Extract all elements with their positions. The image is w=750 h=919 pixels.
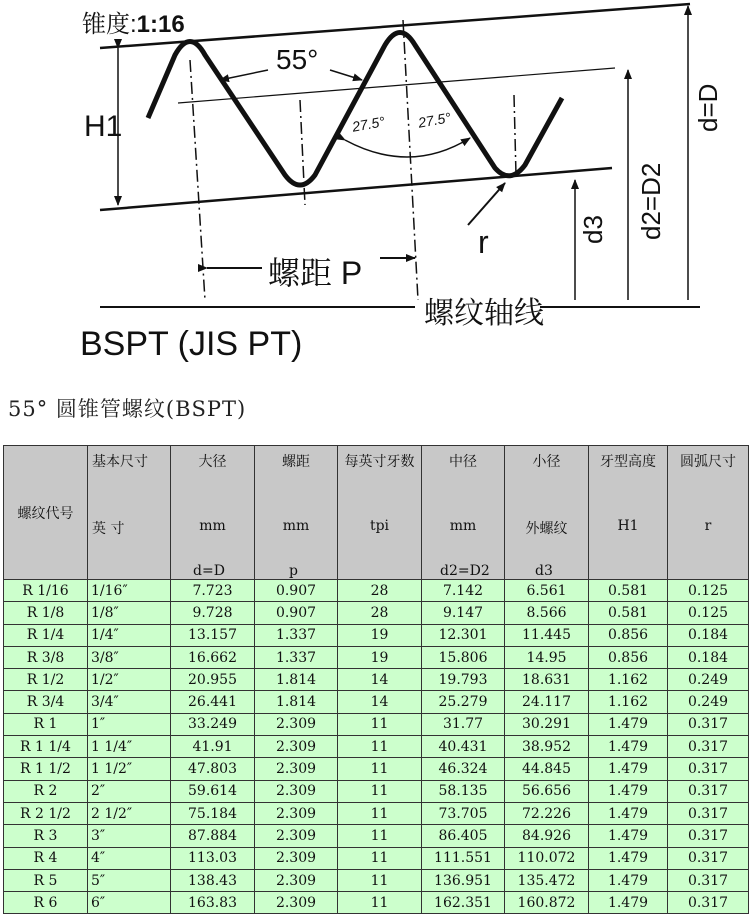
header-thread-height <box>589 446 668 580</box>
header-unit: mm <box>199 518 226 534</box>
cell-pitch-diameter: 46.324 <box>422 758 505 780</box>
angle-55-label: 55° <box>276 44 319 75</box>
cell-tpi: 11 <box>338 825 422 847</box>
cell-pitch-diameter: 9.147 <box>422 602 505 624</box>
header-radius <box>668 446 749 580</box>
cell-nominal-size: 1/4″ <box>88 624 171 646</box>
cell-major-diameter: 33.249 <box>171 713 255 735</box>
header-symbol: d2=D2 <box>440 563 490 579</box>
table-row <box>4 669 749 691</box>
cell-nominal-size: 5″ <box>88 869 171 891</box>
cell-minor-diameter: 44.845 <box>505 758 589 780</box>
cell-pitch-diameter: 136.951 <box>422 869 505 891</box>
cell-major-diameter: 20.955 <box>171 669 255 691</box>
cell-thread-height: 1.479 <box>589 847 668 869</box>
angle-left-label: 27.5° <box>350 113 386 135</box>
cell-thread-code: R 1/16 <box>4 580 88 602</box>
cell-major-diameter: 9.728 <box>171 602 255 624</box>
root-line <box>100 168 612 210</box>
cell-minor-diameter: 38.952 <box>505 736 589 758</box>
d-label: d=D <box>693 83 723 132</box>
cell-radius: 0.317 <box>668 780 749 802</box>
header-symbol: p <box>289 563 298 579</box>
cell-minor-diameter: 30.291 <box>505 713 589 735</box>
cell-pitch: 0.907 <box>255 602 338 624</box>
cell-pitch: 1.814 <box>255 691 338 713</box>
cell-radius: 0.317 <box>668 847 749 869</box>
table-row <box>4 691 749 713</box>
angle-arrow-right <box>330 70 362 80</box>
header-unit: 英 寸 <box>92 521 125 537</box>
cell-radius: 0.317 <box>668 869 749 891</box>
cell-pitch: 2.309 <box>255 780 338 802</box>
cell-radius: 0.249 <box>668 691 749 713</box>
cell-thread-code: R 3/8 <box>4 646 88 668</box>
cell-thread-height: 1.479 <box>589 758 668 780</box>
header-text: 每英寸牙数 <box>344 454 415 470</box>
cell-nominal-size: 1/16″ <box>88 580 171 602</box>
table-caption: 55° 圆锥管螺纹(BSPT) <box>8 397 247 421</box>
bspt-spec-table <box>3 445 749 914</box>
cell-pitch: 2.309 <box>255 825 338 847</box>
table-row <box>4 758 749 780</box>
cell-tpi: 14 <box>338 691 422 713</box>
cell-thread-height: 1.479 <box>589 825 668 847</box>
cell-thread-code: R 1 1/2 <box>4 758 88 780</box>
d2-label: d2=D2 <box>636 162 666 240</box>
header-nominal-size <box>88 446 171 580</box>
cell-thread-height: 0.581 <box>589 580 668 602</box>
cell-tpi: 11 <box>338 780 422 802</box>
table-row <box>4 713 749 735</box>
cell-nominal-size: 1/2″ <box>88 669 171 691</box>
pitch-line <box>178 68 615 103</box>
cell-pitch-diameter: 40.431 <box>422 736 505 758</box>
d3-label: d3 <box>578 215 608 244</box>
cell-thread-height: 1.479 <box>589 780 668 802</box>
cell-minor-diameter: 14.95 <box>505 646 589 668</box>
cell-pitch: 1.814 <box>255 669 338 691</box>
cell-tpi: 11 <box>338 758 422 780</box>
cell-pitch-diameter: 19.793 <box>422 669 505 691</box>
cell-nominal-size: 3/4″ <box>88 691 171 713</box>
cell-major-diameter: 87.884 <box>171 825 255 847</box>
cell-radius: 0.125 <box>668 602 749 624</box>
table-row <box>4 892 749 914</box>
table-row <box>4 802 749 824</box>
cell-thread-height: 1.162 <box>589 691 668 713</box>
cell-pitch-diameter: 73.705 <box>422 802 505 824</box>
cell-tpi: 11 <box>338 713 422 735</box>
cell-pitch: 1.337 <box>255 624 338 646</box>
header-minor-diameter <box>505 446 589 580</box>
cell-tpi: 11 <box>338 869 422 891</box>
header-text: 小径 <box>532 454 561 470</box>
taper-text: 锥度: <box>82 11 137 38</box>
cell-thread-code: R 2 1/2 <box>4 802 88 824</box>
cell-pitch: 2.309 <box>255 713 338 735</box>
cell-radius: 0.317 <box>668 736 749 758</box>
cell-tpi: 11 <box>338 847 422 869</box>
table-row <box>4 580 749 602</box>
cell-pitch: 2.309 <box>255 758 338 780</box>
cell-nominal-size: 2″ <box>88 780 171 802</box>
cell-thread-height: 1.479 <box>589 713 668 735</box>
cell-major-diameter: 163.83 <box>171 892 255 914</box>
header-unit: tpi <box>369 518 390 534</box>
table-row <box>4 869 749 891</box>
cell-minor-diameter: 110.072 <box>505 847 589 869</box>
cell-radius: 0.125 <box>668 580 749 602</box>
cell-thread-code: R 1/8 <box>4 602 88 624</box>
cell-pitch: 1.337 <box>255 646 338 668</box>
cell-thread-height: 1.479 <box>589 736 668 758</box>
header-text: 圆弧尺寸 <box>680 454 736 470</box>
cell-minor-diameter: 11.445 <box>505 624 589 646</box>
cell-thread-height: 1.479 <box>589 869 668 891</box>
header-unit: mm <box>282 518 310 534</box>
cell-nominal-size: 3/8″ <box>88 646 171 668</box>
cell-thread-code: R 2 <box>4 780 88 802</box>
table-row <box>4 646 749 668</box>
header-pitch <box>255 446 338 580</box>
cell-thread-code: R 1 <box>4 713 88 735</box>
header-text: 基本尺寸 <box>92 454 148 470</box>
cell-tpi: 28 <box>338 602 422 624</box>
cell-thread-height: 0.856 <box>589 624 668 646</box>
centerline-1 <box>190 60 205 300</box>
cell-major-diameter: 75.184 <box>171 802 255 824</box>
cell-radius: 0.317 <box>668 713 749 735</box>
header-unit: r <box>704 518 712 534</box>
cell-pitch-diameter: 31.77 <box>422 713 505 735</box>
cell-major-diameter: 113.03 <box>171 847 255 869</box>
taper-label <box>82 4 185 39</box>
cell-nominal-size: 1 1/4″ <box>88 736 171 758</box>
header-text: 牙型高度 <box>600 454 656 470</box>
cell-major-diameter: 47.803 <box>171 758 255 780</box>
cell-major-diameter: 138.43 <box>171 869 255 891</box>
thread-profile <box>148 33 562 186</box>
h1-label: H1 <box>84 110 123 143</box>
cell-pitch-diameter: 162.351 <box>422 892 505 914</box>
cell-pitch: 2.309 <box>255 892 338 914</box>
centerline-2 <box>300 100 305 205</box>
cell-thread-code: R 1/2 <box>4 669 88 691</box>
angle-right-label: 27.5° <box>416 109 452 131</box>
header-row <box>4 446 749 580</box>
cell-thread-code: R 3/4 <box>4 691 88 713</box>
cell-tpi: 19 <box>338 624 422 646</box>
axis-label: 螺纹轴线 <box>424 297 544 330</box>
cell-major-diameter: 7.723 <box>171 580 255 602</box>
cell-thread-code: R 3 <box>4 825 88 847</box>
cell-minor-diameter: 72.226 <box>505 802 589 824</box>
pitch-label: 螺距 P <box>268 255 363 291</box>
cell-minor-diameter: 56.656 <box>505 780 589 802</box>
table-row <box>4 847 749 869</box>
cell-pitch-diameter: 25.279 <box>422 691 505 713</box>
cell-thread-code: R 1/4 <box>4 624 88 646</box>
header-text: 螺距 <box>282 454 310 470</box>
header-pitch-diameter <box>422 446 505 580</box>
cell-minor-diameter: 135.472 <box>505 869 589 891</box>
header-text: 中径 <box>449 454 477 470</box>
table-row <box>4 624 749 646</box>
cell-minor-diameter: 18.631 <box>505 669 589 691</box>
cell-pitch-diameter: 111.551 <box>422 847 505 869</box>
header-text: 大径 <box>198 454 227 470</box>
cell-tpi: 28 <box>338 580 422 602</box>
cell-radius: 0.184 <box>668 646 749 668</box>
cell-minor-diameter: 24.117 <box>505 691 589 713</box>
cell-minor-diameter: 160.872 <box>505 892 589 914</box>
cell-nominal-size: 1/8″ <box>88 602 171 624</box>
cell-major-diameter: 59.614 <box>171 780 255 802</box>
cell-tpi: 11 <box>338 736 422 758</box>
cell-thread-height: 1.479 <box>589 892 668 914</box>
table-body <box>4 580 749 914</box>
cell-thread-code: R 1 1/4 <box>4 736 88 758</box>
table-row <box>4 780 749 802</box>
cell-tpi: 14 <box>338 669 422 691</box>
header-thread-code-text: 螺纹代号 <box>17 505 74 522</box>
cell-tpi: 11 <box>338 892 422 914</box>
cell-nominal-size: 2 1/2″ <box>88 802 171 824</box>
cell-thread-height: 0.581 <box>589 602 668 624</box>
header-symbol: d3 <box>535 563 553 579</box>
standard-label: BSPT (JIS PT) <box>80 325 303 363</box>
cell-pitch-diameter: 12.301 <box>422 624 505 646</box>
header-thread-code <box>4 446 88 580</box>
cell-minor-diameter: 8.566 <box>505 602 589 624</box>
cell-thread-code: R 4 <box>4 847 88 869</box>
cell-radius: 0.317 <box>668 825 749 847</box>
cell-pitch-diameter: 86.405 <box>422 825 505 847</box>
cell-nominal-size: 3″ <box>88 825 171 847</box>
cell-nominal-size: 4″ <box>88 847 171 869</box>
cell-pitch-diameter: 15.806 <box>422 646 505 668</box>
header-major-diameter <box>171 446 255 580</box>
cell-pitch-diameter: 7.142 <box>422 580 505 602</box>
cell-major-diameter: 41.91 <box>171 736 255 758</box>
cell-thread-code: R 5 <box>4 869 88 891</box>
cell-pitch-diameter: 58.135 <box>422 780 505 802</box>
half-angle-arc <box>345 138 470 157</box>
cell-pitch: 2.309 <box>255 802 338 824</box>
cell-pitch: 2.309 <box>255 847 338 869</box>
cell-pitch: 0.907 <box>255 580 338 602</box>
centerline-4 <box>514 95 516 175</box>
angle-arrow-left <box>220 70 268 80</box>
cell-radius: 0.317 <box>668 892 749 914</box>
cell-tpi: 11 <box>338 802 422 824</box>
cell-thread-code: R 6 <box>4 892 88 914</box>
cell-nominal-size: 1″ <box>88 713 171 735</box>
radius-label: r <box>478 224 489 260</box>
table-row <box>4 602 749 624</box>
cell-pitch: 2.309 <box>255 869 338 891</box>
radius-arrow <box>468 183 505 225</box>
table-row <box>4 825 749 847</box>
header-unit: 外螺纹 <box>525 521 568 537</box>
cell-nominal-size: 6″ <box>88 892 171 914</box>
cell-minor-diameter: 84.926 <box>505 825 589 847</box>
cell-radius: 0.184 <box>668 624 749 646</box>
cell-major-diameter: 26.441 <box>171 691 255 713</box>
cell-thread-height: 0.856 <box>589 646 668 668</box>
header-unit: mm <box>449 518 477 534</box>
header-unit: H1 <box>617 518 639 534</box>
cell-thread-height: 1.162 <box>589 669 668 691</box>
taper-value: 1:16 <box>136 11 185 38</box>
cell-thread-height: 1.479 <box>589 802 668 824</box>
header-tpi <box>338 446 422 580</box>
cell-minor-diameter: 6.561 <box>505 580 589 602</box>
header-symbol: d=D <box>193 563 225 579</box>
cell-tpi: 19 <box>338 646 422 668</box>
thread-profile-diagram <box>0 0 750 375</box>
table-row <box>4 736 749 758</box>
cell-nominal-size: 1 1/2″ <box>88 758 171 780</box>
cell-major-diameter: 13.157 <box>171 624 255 646</box>
cell-pitch: 2.309 <box>255 736 338 758</box>
cell-major-diameter: 16.662 <box>171 646 255 668</box>
cell-radius: 0.317 <box>668 802 749 824</box>
cell-radius: 0.317 <box>668 758 749 780</box>
cell-radius: 0.249 <box>668 669 749 691</box>
